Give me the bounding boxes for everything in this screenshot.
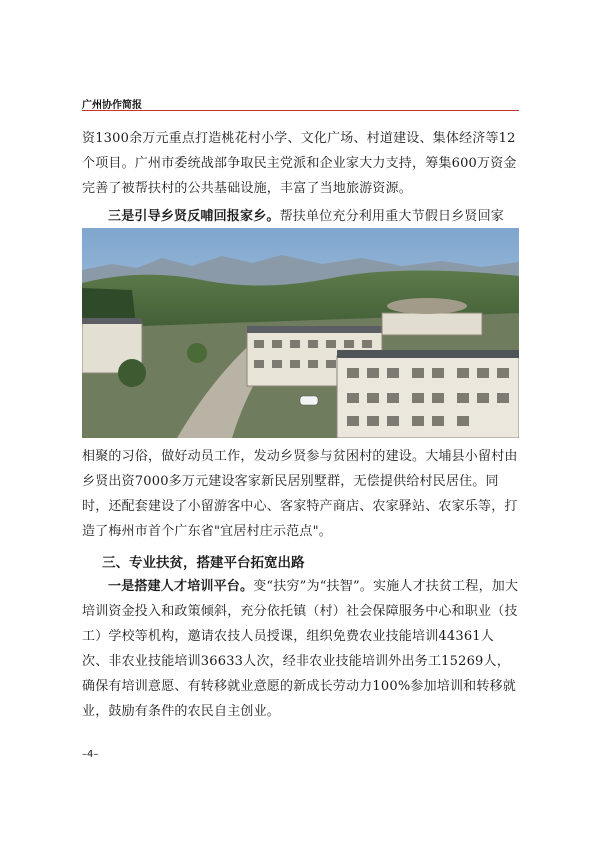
paragraph-rural-elites-text: 帮扶单位充分利用重大节假日乡贤回家 [279, 209, 505, 224]
section-heading-professional-poverty-alleviation: 三、专业扶贫，搭建平台拓宽出路 [102, 555, 305, 571]
paragraph-funding [82, 126, 519, 201]
paragraph-rural-elites-intro [82, 204, 519, 229]
paragraph-talent-training-text: 变“扶穷”为“扶智”。实施人才扶贫工程，加大培训资金投入和政策倾斜，充分依托镇（村）社会保障服务中心和职业（技工）学校等机构，邀请农技人员授课，组织免费农业技能培训44361人次、非农业技能培训36633人次，经非农业技能培训外出务工15269人，确保有培训意愿、有转移就业意愿的新成长劳动力100%参加培训和转移就业，鼓励有条件的农民自主创业。 [82, 579, 519, 719]
paragraph-lead-talent-training: 一是搭建人才培训平台。 [108, 579, 254, 594]
publication-title: 广州协作简报 [82, 100, 142, 111]
paragraph-funding-text: 资1300余万元重点打造桃花村小学、文化广场、村道建设、集体经济等12个项目。广州市委统战部争取民主党派和企业家大力支持，筹集600万资金完善了被帮扶村的公共基础设施，丰富了当地旅游资源。 [82, 131, 517, 196]
paragraph-xiaoliu-village [82, 444, 519, 544]
header-divider [82, 110, 519, 111]
page-number: –4– [82, 749, 99, 760]
paragraph-xiaoliu-village-text: 相聚的习俗，做好动员工作，发动乡贤参与贫困村的建设。大埔县小留村由乡贤出资7000多万元建设客家新民居别墅群，无偿提供给村民居住。同时，还配套建设了小留游客中心、客家特产商店、农家驿站、农家乐等，打造了梅州市首个广东省"宜居村庄示范点"。 [82, 449, 518, 539]
village-aerial-photo [82, 228, 519, 438]
paragraph-talent-training [82, 574, 519, 724]
paragraph-lead-rural-elites: 三是引导乡贤反哺回报家乡。 [108, 209, 280, 224]
